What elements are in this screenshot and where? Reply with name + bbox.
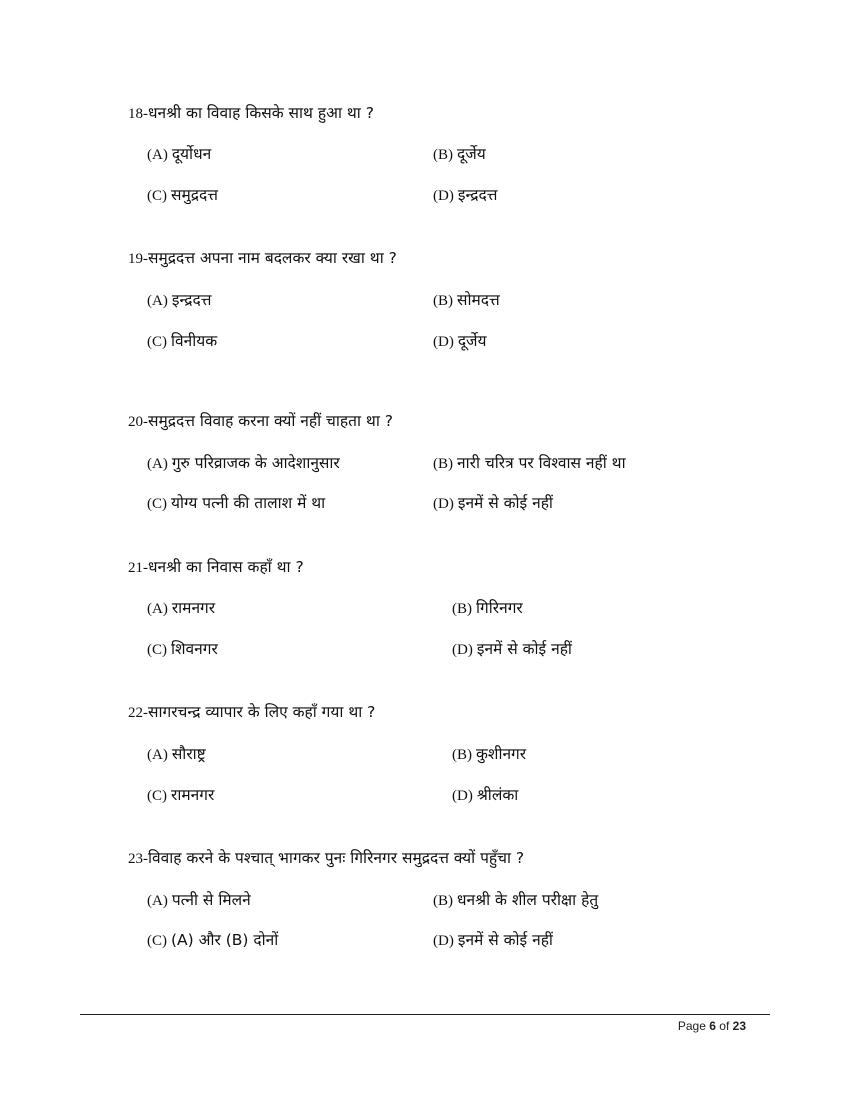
option-letter: (B) [452, 601, 472, 617]
option-letter: (A) [147, 456, 168, 472]
option-letter: (C) [147, 496, 167, 512]
option-letter: (C) [147, 788, 167, 804]
option-text: शिवनगर [171, 640, 218, 658]
option-letter: (A) [147, 147, 168, 163]
option-text: कुशीनगर [476, 745, 527, 763]
option-text: सौराष्ट्र [171, 745, 206, 763]
question-text: समुद्रदत्त अपना नाम बदलकर क्या रखा था ? [148, 249, 397, 267]
option-text: पत्नी से मिलने [171, 891, 251, 909]
option-letter: (B) [452, 747, 472, 763]
question-number: 23- [128, 851, 148, 867]
option-letter: (C) [147, 334, 167, 350]
option-19-c [147, 330, 217, 353]
option-22-c [147, 784, 214, 807]
option-21-c [147, 638, 218, 661]
option-20-d [433, 492, 553, 515]
page-label: Page [677, 1019, 706, 1033]
page-of-label: of [719, 1019, 730, 1033]
option-20-c [147, 492, 325, 515]
option-23-d [433, 929, 553, 952]
option-18-a [147, 143, 211, 166]
option-letter: (A) [147, 747, 168, 763]
option-text: (A) और (B) दोनों [171, 931, 279, 949]
option-text: योग्य पत्नी की तालाश में था [171, 494, 326, 512]
option-text: इन्द्रदत्त [171, 291, 212, 309]
question-text: धनश्री का निवास कहाँ था ? [148, 558, 304, 576]
question-text: समुद्रदत्त विवाह करना क्यों नहीं चाहता था ? [148, 412, 393, 430]
question-number: 18- [128, 106, 148, 122]
option-19-a [147, 289, 211, 312]
total-pages: 23 [732, 1019, 746, 1033]
option-20-b [433, 452, 626, 475]
option-letter: (A) [147, 293, 168, 309]
current-page: 6 [709, 1019, 716, 1033]
option-22-a [147, 743, 206, 766]
option-22-b [452, 743, 526, 766]
option-text: विनीयक [171, 332, 218, 350]
option-text: दूर्योधन [171, 145, 212, 163]
option-letter: (B) [433, 147, 453, 163]
option-letter: (C) [147, 188, 167, 204]
option-18-b [433, 143, 486, 166]
question-18 [128, 102, 788, 125]
option-letter: (D) [433, 188, 454, 204]
question-20 [128, 410, 788, 433]
question-23 [128, 847, 788, 870]
option-letter: (D) [433, 334, 454, 350]
option-text: इनमें से कोई नहीं [476, 640, 572, 658]
option-letter: (C) [147, 933, 167, 949]
option-text: दूर्जेय [457, 145, 486, 163]
option-22-d [452, 784, 518, 807]
option-text: गुरु परिव्राजक के आदेशानुसार [171, 454, 340, 472]
option-text: समुद्रदत्त [171, 186, 218, 204]
option-18-c [147, 184, 218, 207]
option-23-b [433, 889, 598, 912]
option-letter: (D) [433, 933, 454, 949]
footer-divider [80, 1014, 770, 1015]
option-letter: (D) [433, 496, 454, 512]
option-text: श्रीलंका [476, 786, 519, 804]
option-letter: (A) [147, 893, 168, 909]
option-21-b [452, 597, 523, 620]
option-letter: (B) [433, 456, 453, 472]
option-text: इन्द्रदत्त [457, 186, 498, 204]
option-text: सोमदत्त [457, 291, 500, 309]
option-21-d [452, 638, 572, 661]
option-text: रामनगर [171, 599, 216, 617]
option-text: दूर्जेय [457, 332, 487, 350]
question-number: 22- [128, 705, 148, 721]
option-text: इनमें से कोई नहीं [457, 494, 553, 512]
option-letter: (D) [452, 642, 473, 658]
question-19 [128, 247, 788, 270]
question-number: 20- [128, 414, 148, 430]
option-letter: (B) [433, 293, 453, 309]
option-18-d [433, 184, 497, 207]
option-23-a [147, 889, 251, 912]
option-text: धनश्री के शील परीक्षा हेतु [457, 891, 599, 909]
option-letter: (A) [147, 601, 168, 617]
question-22 [128, 701, 788, 724]
option-21-a [147, 597, 215, 620]
option-19-b [433, 289, 500, 312]
question-text: धनश्री का विवाह किसके साथ हुआ था ? [148, 104, 374, 122]
option-letter: (B) [433, 893, 453, 909]
option-letter: (D) [452, 788, 473, 804]
option-20-a [147, 452, 340, 475]
option-text: रामनगर [171, 786, 215, 804]
question-text: सागरचन्द्र व्यापार के लिए कहाँ गया था ? [148, 703, 376, 721]
question-text: विवाह करने के पश्चात् भागकर पुनः गिरिनगर समुद्रदत्त क्यों पहुँचा ? [148, 849, 525, 867]
option-text: इनमें से कोई नहीं [457, 931, 553, 949]
option-19-d [433, 330, 487, 353]
option-text: नारी चरित्र पर विश्वास नहीं था [457, 454, 626, 472]
question-number: 21- [128, 560, 148, 576]
option-text: गिरिनगर [476, 599, 523, 617]
question-21 [128, 556, 788, 579]
option-letter: (C) [147, 642, 167, 658]
page-number-footer [678, 1019, 746, 1033]
option-23-c [147, 929, 278, 952]
question-number: 19- [128, 251, 148, 267]
